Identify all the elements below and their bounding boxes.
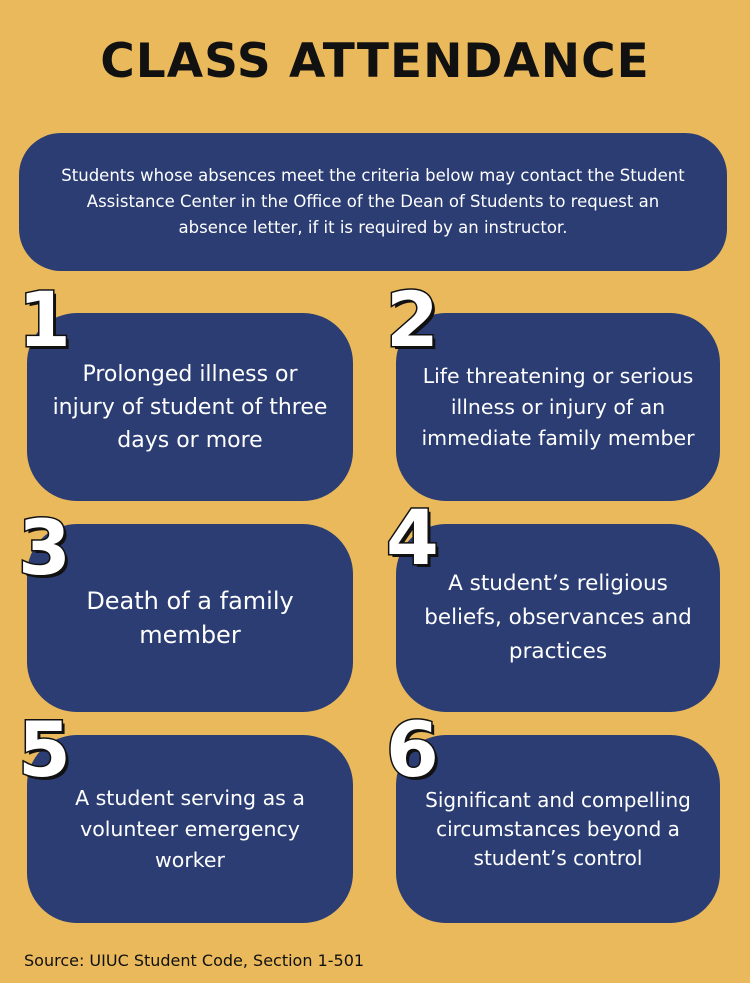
criteria-number-5: 5	[18, 705, 71, 794]
criteria-text-6: Significant and compelling circumstances beyond a student’s control	[425, 787, 691, 870]
criteria-card-3	[27, 524, 353, 712]
criteria-text-1: Prolonged illness or injury of student of three days or more	[52, 361, 328, 453]
criteria-card-4	[396, 524, 720, 712]
intro-text: Students whose absences meet the criteria below may contact the Student Assistance Center in the Office of the Dean of Students to request an absence letter, if it is required by an instructor.	[61, 166, 685, 237]
criteria-card-6	[396, 735, 720, 923]
criteria-text-5: A student serving as a volunteer emergency worker	[75, 785, 305, 872]
criteria-text-2: Life threatening or serious illness or injury of an immediate family member	[421, 363, 695, 450]
criteria-card-1	[27, 313, 353, 501]
criteria-text-4: A student’s religious beliefs, observances and practices	[424, 571, 692, 664]
criteria-text-3: Death of a family member	[86, 587, 294, 649]
criteria-number-6: 6	[386, 705, 439, 794]
criteria-number-2: 2	[386, 275, 439, 364]
criteria-card-2	[396, 313, 720, 501]
criteria-number-4: 4	[386, 493, 439, 582]
page-title: CLASS ATTENDANCE	[100, 34, 650, 89]
criteria-card-5	[27, 735, 353, 923]
criteria-number-1: 1	[18, 275, 71, 364]
source-citation: Source: UIUC Student Code, Section 1-501	[24, 951, 365, 970]
criteria-number-3: 3	[18, 503, 71, 592]
intro-box	[19, 133, 727, 271]
